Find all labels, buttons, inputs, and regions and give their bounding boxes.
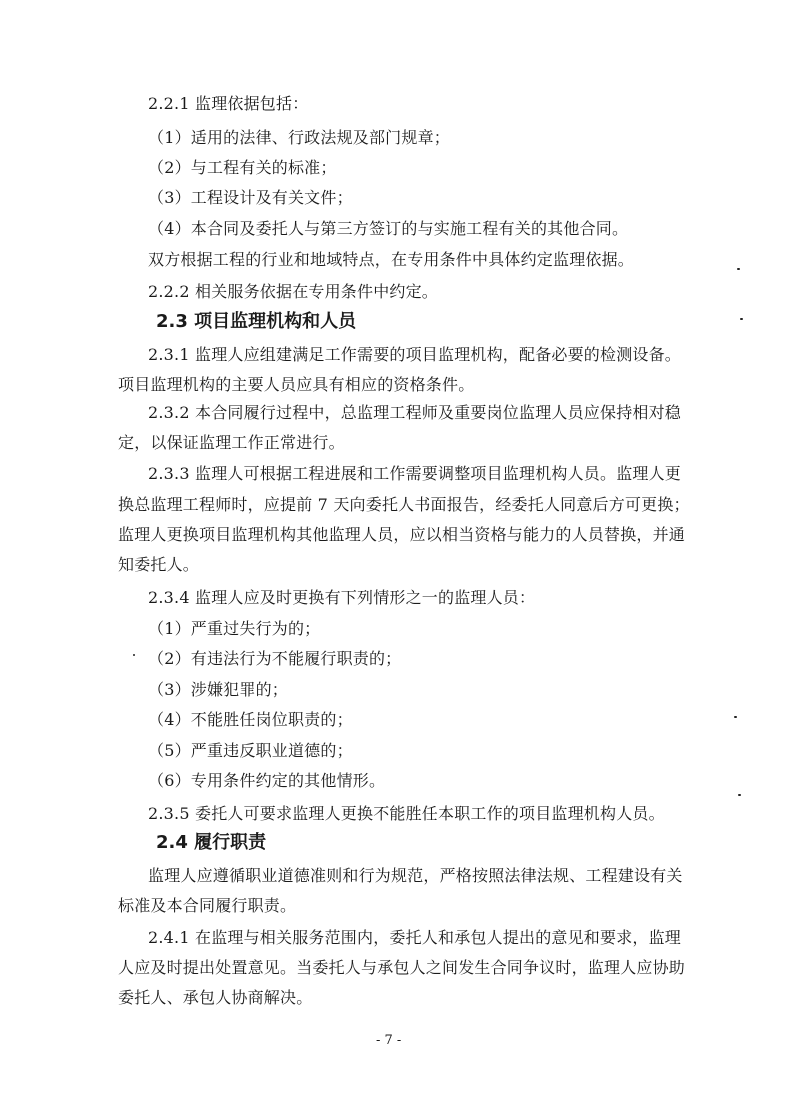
- clause-2-3-3-line-4: 知委托人。: [118, 555, 200, 574]
- clause-2-3-2-line-1: 2.3.2 本合同履行过程中，总监理工程师及重要岗位监理人员应保持相对稳: [148, 403, 681, 422]
- clause-2-2-2: 2.2.2 相关服务依据在专用条件中约定。: [148, 282, 438, 301]
- clause-2-3-5: 2.3.5 委托人可要求监理人更换不能胜任本职工作的项目监理机构人员。: [148, 804, 665, 823]
- paragraph-parties-basis: 双方根据工程的行业和地域特点，在专用条件中具体约定监理依据。: [148, 250, 635, 269]
- clause-2-3-1-line-1: 2.3.1 监理人应组建满足工作需要的项目监理机构，配备必要的检测设备。: [148, 345, 681, 364]
- duties-intro-line-2: 标准及本合同履行职责。: [118, 896, 297, 915]
- basis-item-1: （1）适用的法律、行政法规及部门规章；: [148, 128, 450, 147]
- clause-2-3-3-line-1: 2.3.3 监理人可根据工程进展和工作需要调整项目监理机构人员。监理人更: [148, 464, 681, 483]
- clause-2-3-4: 2.3.4 监理人应及时更换有下列情形之一的监理人员：: [148, 588, 536, 607]
- replace-item-4: （4）不能胜任岗位职责的；: [148, 710, 353, 729]
- replace-item-2: （2）有违法行为不能履行职责的；: [148, 649, 402, 668]
- section-heading-2-3: 2.3 项目监理机构和人员: [156, 311, 357, 332]
- replace-item-5: （5）严重违反职业道德的；: [148, 741, 353, 760]
- scan-speck: [734, 716, 737, 718]
- duties-intro-line-1: 监理人应遵循职业道德准则和行为规范，严格按照法律法规、工程建设有关: [148, 866, 683, 885]
- clause-2-3-2-line-2: 定，以保证监理工作正常进行。: [118, 433, 345, 452]
- clause-2-4-1-line-3: 委托人、承包人协商解决。: [118, 988, 313, 1007]
- scan-speck: [737, 268, 740, 270]
- basis-item-2: （2）与工程有关的标准；: [148, 158, 337, 177]
- replace-item-6: （6）专用条件约定的其他情形。: [148, 771, 386, 790]
- basis-item-4: （4）本合同及委托人与第三方签订的与实施工程有关的其他合同。: [148, 219, 629, 238]
- replace-item-3: （3）涉嫌犯罪的；: [148, 680, 288, 699]
- clause-2-3-3-line-3: 监理人更换项目监理机构其他监理人员，应以相当资格与能力的人员替换，并通: [118, 525, 686, 544]
- basis-item-3: （3）工程设计及有关文件；: [148, 188, 353, 207]
- scan-speck: [740, 318, 743, 320]
- clause-2-2-1: 2.2.1 监理依据包括：: [148, 94, 309, 113]
- section-heading-2-4: 2.4 履行职责: [156, 832, 267, 853]
- page-number: - 7 -: [376, 1033, 402, 1048]
- replace-item-1: （1）严重过失行为的；: [148, 619, 321, 638]
- scan-speck: [133, 654, 135, 656]
- clause-2-4-1-line-2: 人应及时提出处置意见。当委托人与承包人之间发生合同争议时，监理人应协助: [118, 958, 686, 977]
- scan-speck: [738, 794, 741, 796]
- clause-2-4-1-line-1: 2.4.1 在监理与相关服务范围内，委托人和承包人提出的意见和要求，监理: [148, 928, 681, 947]
- clause-2-3-1-line-2: 项目监理机构的主要人员应具有相应的资格条件。: [118, 375, 475, 394]
- clause-2-3-3-line-2: 换总监理工程师时，应提前 7 天向委托人书面报告，经委托人同意后方可更换；: [118, 495, 690, 514]
